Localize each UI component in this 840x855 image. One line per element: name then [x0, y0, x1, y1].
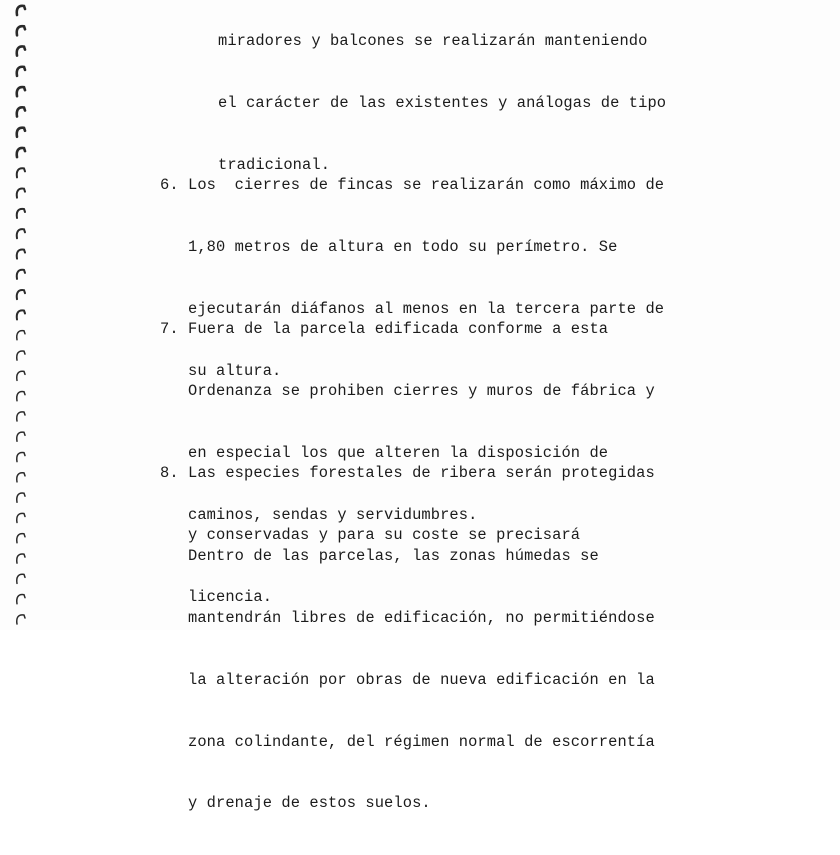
- binding-hook-mark: [17, 392, 25, 401]
- item-8-line: 8. Las especies forestales de ribera serán protegidas: [160, 464, 655, 483]
- binding-marks: [8, 0, 32, 630]
- binding-hook-mark: [17, 331, 25, 340]
- item-7-line: caminos, sendas y servidumbres.: [160, 505, 478, 524]
- binding-hook-mark: [17, 554, 25, 563]
- item-6-line: 1,80 metros de altura en todo su perímetro. Se: [160, 237, 618, 256]
- binding-hook-mark: [17, 6, 25, 15]
- fragment-line: el carácter de las existentes y análogas de tipo: [218, 93, 667, 112]
- fragment-line: tradicional.: [218, 155, 331, 174]
- item-8-continuation-line: la alteración por obras de nueva edificación en la: [160, 670, 655, 689]
- binding-hook-mark: [17, 473, 25, 482]
- binding-hook-mark: [17, 168, 25, 177]
- binding-hook-mark: [17, 432, 25, 441]
- item-8-continuation-line: mantendrán libres de edificación, no permitiéndose: [160, 608, 655, 627]
- item-7-line: 7. Fuera de la parcela edificada conforme a esta: [160, 320, 609, 339]
- binding-hook-mark: [17, 290, 25, 299]
- item-8-line: y conservadas y para su coste se precisará: [160, 525, 581, 544]
- binding-hook-mark: [17, 107, 25, 116]
- item-6-line: ejecutarán diáfanos al menos en la tercera parte de: [160, 299, 665, 318]
- binding-hook-mark: [17, 87, 25, 96]
- item-6-line: su altura.: [160, 361, 282, 380]
- binding-hook-mark: [17, 615, 25, 624]
- item-8-continuation-line: Dentro de las parcelas, las zonas húmedas se: [160, 547, 599, 566]
- binding-hook-mark: [17, 452, 25, 461]
- binding-hook-mark: [17, 148, 25, 157]
- binding-hook-mark: [17, 595, 25, 604]
- binding-hook-mark: [17, 249, 25, 258]
- binding-hook-mark: [17, 351, 25, 360]
- item-8-continuation-paragraph: [160, 505, 655, 855]
- item-8-continuation-line: y drenaje de estos suelos.: [160, 794, 431, 813]
- binding-hook-mark: [17, 412, 25, 421]
- binding-hook-mark: [17, 574, 25, 583]
- binding-hook-mark: [17, 270, 25, 279]
- binding-hook-mark: [17, 534, 25, 543]
- binding-hook-mark: [17, 229, 25, 238]
- binding-holes-margin: [8, 0, 32, 630]
- binding-hook-mark: [17, 209, 25, 218]
- binding-hook-mark: [17, 67, 25, 76]
- binding-hook-mark: [17, 513, 25, 522]
- binding-hook-mark: [17, 26, 25, 35]
- item-7-line: Ordenanza se prohiben cierres y muros de fábrica y: [160, 381, 655, 400]
- binding-hook-mark: [17, 310, 25, 319]
- fragment-line: miradores y balcones se realizarán manteniendo: [218, 32, 648, 51]
- binding-hook-mark: [17, 371, 25, 380]
- binding-hook-mark: [17, 189, 25, 198]
- item-7-line: en especial los que alteren la disposición de: [160, 443, 609, 462]
- item-8-line: licencia.: [160, 587, 273, 606]
- binding-hook-mark: [17, 128, 25, 137]
- binding-hook-mark: [17, 46, 25, 55]
- item-8-continuation-line: zona colindante, del régimen normal de escorrentía: [160, 732, 655, 751]
- item-6-line: 6. Los cierres de fincas se realizarán como máximo de: [160, 176, 665, 195]
- binding-hook-mark: [17, 493, 25, 502]
